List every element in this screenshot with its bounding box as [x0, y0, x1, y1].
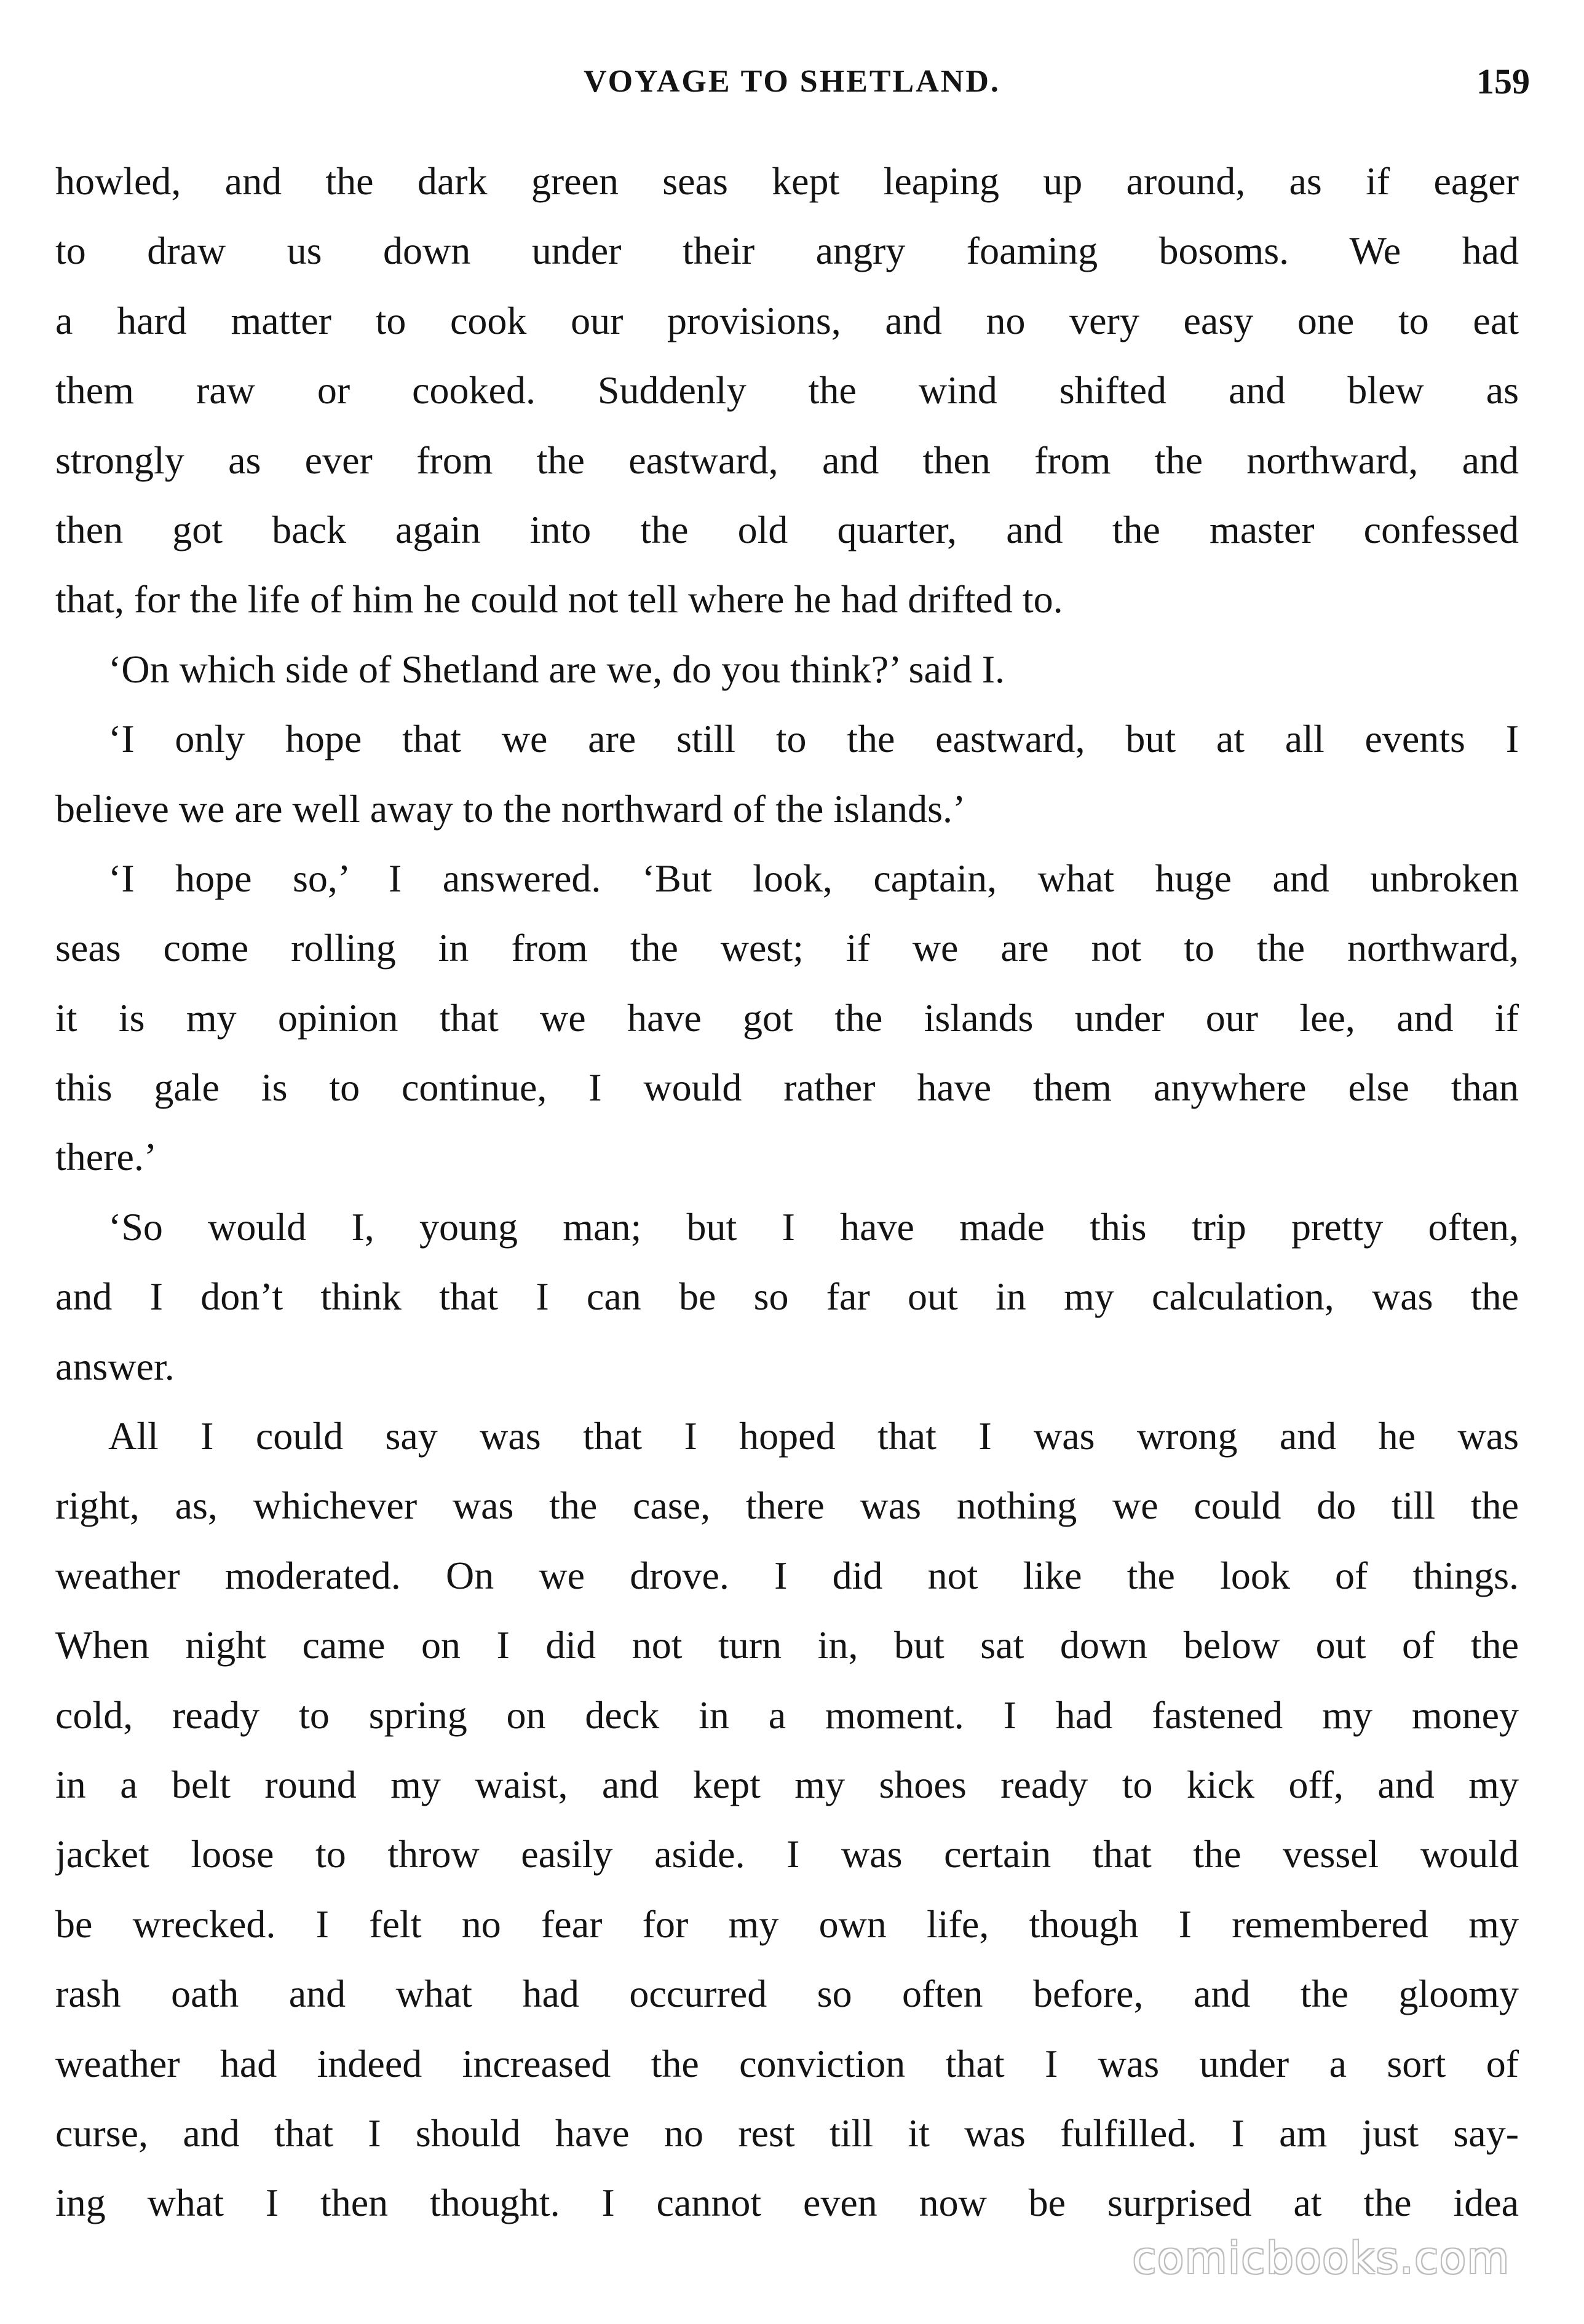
text-line: jacket loose to throw easily aside. I was certain that the vessel would [55, 1832, 1519, 1876]
text-line: there.’ [55, 1135, 157, 1179]
running-head [54, 54, 1530, 109]
text-line: be wrecked. I felt no fear for my own life, though I remembered my [55, 1902, 1519, 1946]
text-line: seas come rolling in from the west; if we are not to the northward, [55, 926, 1519, 970]
text-line: weather had indeed increased the conviction that I was under a sort of [55, 2041, 1519, 2085]
text-line: howled, and the dark green seas kept leaping up around, as if eager [55, 159, 1519, 203]
text-line: right, as, whichever was the case, there was nothing we could do till the [55, 1484, 1519, 1528]
text-line: and I don’t think that I can be so far out in my calculation, was the [55, 1275, 1519, 1319]
text-line: this gale is to continue, I would rather have them anywhere else than [55, 1065, 1519, 1110]
text-line: answer. [55, 1344, 175, 1388]
text-line: strongly as ever from the eastward, and then from the northward, and [55, 438, 1519, 482]
text-line: then got back again into the old quarter, and the master confessed [55, 507, 1519, 551]
text-line: ‘I only hope that we are still to the eastward, but at all events I [108, 717, 1519, 761]
text-line: ‘I hope so,’ I answered. ‘But look, captain, what huge and unbroken [108, 856, 1519, 900]
text-line: ‘On which side of Shetland are we, do you think?’ said I. [108, 647, 1005, 691]
text-line: them raw or cooked. Suddenly the wind shifted and blew as [55, 368, 1519, 413]
text-line: ing what I then thought. I cannot even now be surprised at the idea [55, 2181, 1519, 2225]
text-line: When night came on I did not turn in, but sat down below out of the [55, 1623, 1519, 1667]
text-line: that, for the life of him he could not tell where he had drifted to. [55, 577, 1063, 622]
text-line: curse, and that I should have no rest till it was fulfilled. I am just say- [55, 2111, 1519, 2155]
page-number: 159 [1476, 61, 1530, 101]
text-line: cold, ready to spring on deck in a moment. I had fastened my money [55, 1693, 1519, 1737]
text-body [55, 146, 1519, 2238]
text-line: it is my opinion that we have got the islands under our lee, and if [55, 995, 1519, 1040]
text-line: All I could say was that I hoped that I was wrong and he was [108, 1414, 1519, 1458]
running-title: VOYAGE TO SHETLAND. [584, 64, 1000, 99]
text-line: a hard matter to cook our provisions, and no very easy one to eat [55, 298, 1519, 342]
text-line: in a belt round my waist, and kept my shoes ready to kick off, and my [55, 1762, 1519, 1806]
text-line: to draw us down under their angry foaming bosoms. We had [55, 229, 1519, 273]
text-line: rash oath and what had occurred so often before, and the gloomy [55, 1972, 1519, 2016]
text-line: ‘So would I, young man; but I have made this trip pretty often, [108, 1204, 1519, 1249]
watermark: comicbooks.com [1132, 2233, 1510, 2283]
text-line: weather moderated. On we drove. I did not like the look of things. [55, 1553, 1519, 1597]
text-line: believe we are well away to the northward of the islands.’ [55, 786, 966, 831]
